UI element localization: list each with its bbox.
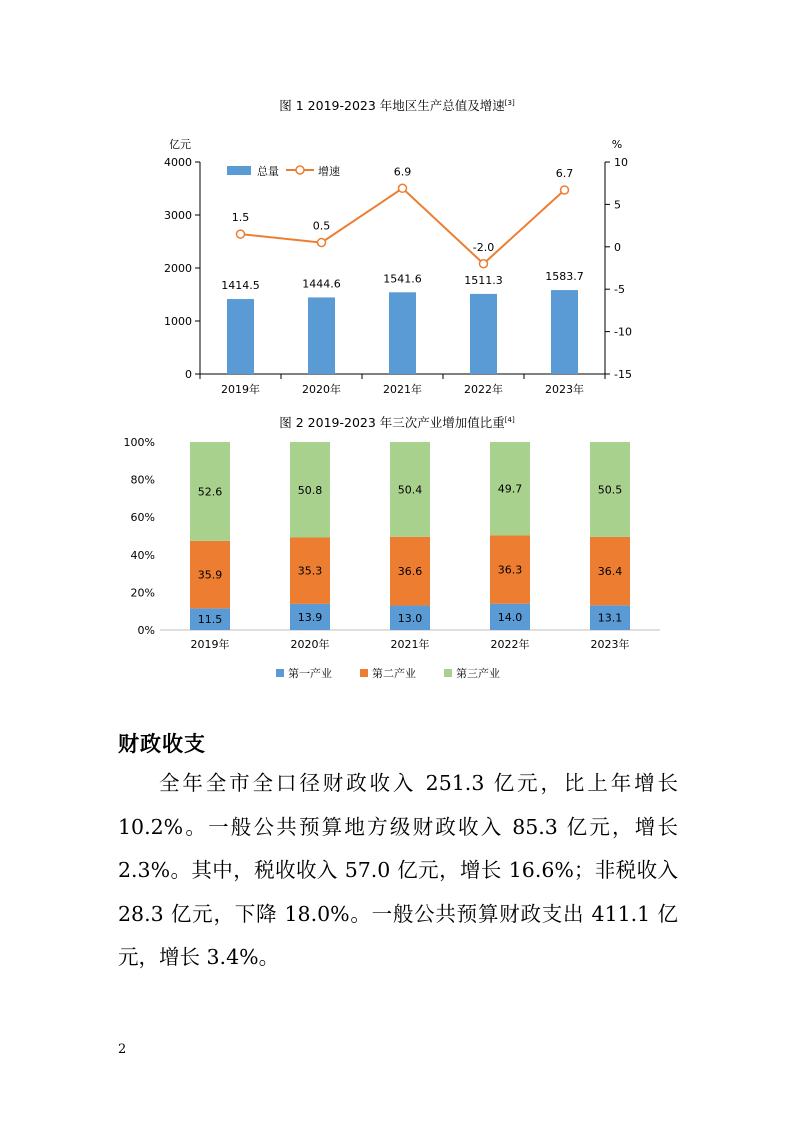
right-axis-unit: % (611, 138, 623, 151)
segment-label-3: 50.8 (297, 483, 323, 497)
legend-label-2: 第二产业 (372, 667, 416, 680)
y-tick-label: 60% (130, 511, 155, 525)
legend-swatch-3 (444, 669, 452, 677)
legend-bar-swatch (227, 166, 251, 175)
gdp-bar (551, 290, 578, 374)
x-tick-label: 2019年 (190, 638, 230, 651)
gdp-bar (227, 299, 254, 374)
y-tick-label: 0% (137, 624, 155, 637)
x-tick-label: 2022年 (490, 638, 530, 651)
left-tick-label: 0 (185, 368, 192, 381)
legend-line-label: 增速 (318, 165, 340, 178)
growth-label: -2.0 (472, 240, 495, 254)
y-tick-label: 20% (130, 586, 155, 600)
industry-share-chart (0, 432, 794, 692)
growth-point (237, 230, 245, 238)
left-tick-label: 1000 (164, 315, 192, 328)
x-tick-label: 2019年 (221, 383, 260, 396)
x-tick-label: 2021年 (390, 638, 430, 651)
gdp-bar (308, 297, 335, 374)
segment-label-1: 14.0 (497, 610, 523, 624)
segment-label-3: 50.4 (397, 483, 423, 497)
figure1-caption-text: 图 1 2019-2023 年地区生产总值及增速 (279, 98, 505, 113)
growth-label: 6.9 (393, 165, 412, 179)
segment-label-1: 13.0 (397, 611, 423, 625)
section-title: 财政收支 (118, 732, 206, 756)
right-tick-label: 0 (614, 240, 621, 254)
legend-line-marker (296, 166, 304, 174)
figure1-caption (0, 96, 794, 114)
segment-label-1: 11.5 (197, 613, 223, 627)
growth-label: 1.5 (231, 211, 250, 225)
segment-label-3: 52.6 (197, 485, 223, 499)
segment-label-2: 36.6 (397, 565, 423, 579)
segment-label-3: 50.5 (597, 483, 623, 497)
figure1-note-mark: [3] (504, 98, 515, 107)
segment-label-1: 13.9 (297, 610, 323, 624)
left-tick-label: 2000 (164, 262, 192, 275)
gdp-bar-label: 1511.3 (464, 273, 503, 287)
gdp-bar (389, 292, 416, 374)
figure2-note-mark: [4] (504, 415, 515, 424)
segment-label-1: 13.1 (597, 611, 623, 625)
segment-label-3: 49.7 (497, 482, 523, 496)
right-tick-label: -10 (614, 325, 632, 339)
segment-label-2: 36.3 (497, 563, 523, 577)
gdp-chart (0, 130, 794, 440)
right-tick-label: 5 (614, 198, 621, 212)
segment-label-2: 36.4 (597, 565, 623, 579)
growth-point (399, 184, 407, 192)
segment-label-2: 35.9 (197, 568, 223, 582)
figure2-caption-text: 图 2 2019-2023 年三次产业增加值比重 (279, 415, 505, 430)
x-tick-label: 2020年 (302, 383, 341, 396)
right-tick-label: 10 (614, 156, 628, 169)
legend-bar-label: 总量 (257, 165, 279, 178)
gdp-bar-label: 1541.6 (383, 272, 422, 286)
legend-swatch-2 (360, 669, 368, 677)
segment-label-2: 35.3 (297, 564, 323, 578)
left-axis-unit: 亿元 (169, 138, 191, 151)
gdp-bar-label: 1444.6 (302, 277, 341, 291)
section-paragraph: 全年全市全口径财政收入 251.3 亿元，比上年增长 10.2%。一般公共预算地方级财政收入 85.3 亿元，增长 2.3%。其中，税收收入 57.0 亿元，增长 16.6%；非税收入 28.3 亿元，下降 18.0%。一般公共预算财政支出 411.1 亿元，增长 3.4%。 (118, 771, 678, 969)
left-tick-label: 3000 (164, 209, 192, 222)
growth-point (561, 186, 569, 194)
gdp-bar-label: 1414.5 (221, 279, 260, 293)
y-tick-label: 100% (123, 436, 155, 449)
legend-label-3: 第三产业 (456, 667, 500, 680)
x-tick-label: 2023年 (545, 383, 584, 396)
growth-line (241, 188, 565, 263)
page-number: 2 (118, 1042, 127, 1057)
growth-point (318, 239, 326, 247)
x-tick-label: 2020年 (290, 638, 330, 651)
right-tick-label: -5 (614, 283, 625, 297)
y-tick-label: 80% (130, 473, 155, 487)
y-tick-label: 40% (130, 548, 155, 562)
growth-point (480, 260, 488, 268)
left-tick-label: 4000 (164, 156, 192, 169)
growth-label: 6.7 (555, 166, 574, 180)
legend-swatch-1 (276, 669, 284, 677)
gdp-bar-label: 1583.7 (545, 270, 584, 284)
figure2-caption (0, 413, 794, 431)
gdp-bar (470, 294, 497, 374)
legend-label-1: 第一产业 (288, 667, 332, 680)
right-tick-label: -15 (614, 368, 632, 381)
x-tick-label: 2023年 (590, 638, 630, 651)
x-tick-label: 2022年 (464, 383, 503, 396)
growth-label: 0.5 (312, 219, 331, 233)
x-tick-label: 2021年 (383, 383, 422, 396)
